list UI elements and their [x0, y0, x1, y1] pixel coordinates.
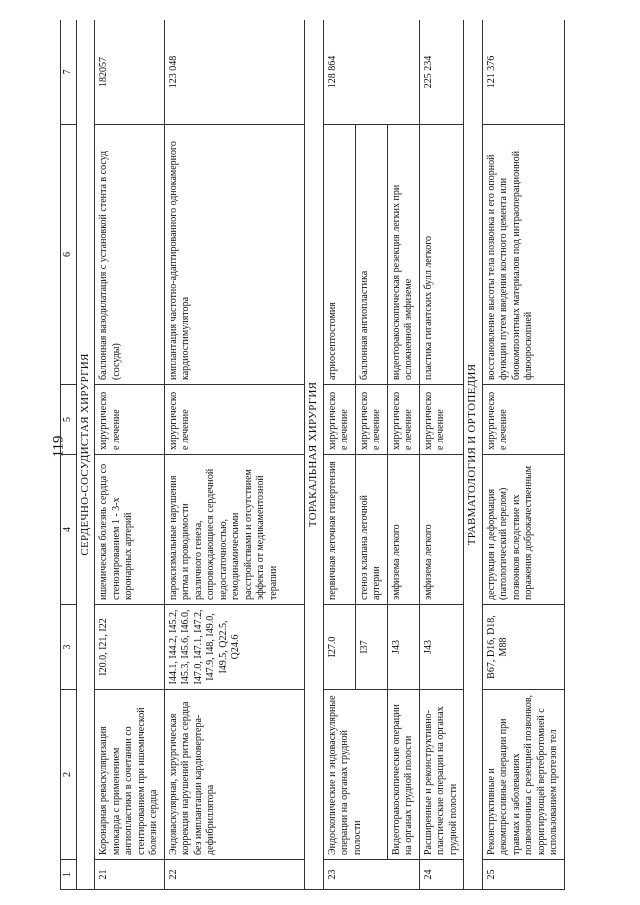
patient-model: ишемическая болезнь сердца со стенозированием 1 - 3-х коронарных артерий [95, 455, 165, 605]
section-title-cardio: СЕРДЕЧНО-СОСУДИСТАЯ ХИРУРГИЯ [76, 20, 95, 890]
treatment-type: хирургическое лечение [419, 385, 464, 455]
treatment-method: атриосептостомия [323, 125, 355, 385]
treatment-method: баллонная ангиопластика [355, 125, 387, 385]
table-row [95, 20, 165, 890]
table-viewport [60, 20, 605, 890]
treatment-method: баллонная вазодилатация с установкой стента в сосуд (сосуды) [95, 125, 165, 385]
treatment-type: хирургическое лечение [95, 385, 165, 455]
row-number: 22 [164, 860, 304, 890]
cost-amount: 182057 [95, 20, 165, 125]
treatment-type: хирургическое лечение [323, 385, 355, 455]
treatment-type: хирургическое лечение [482, 385, 564, 455]
procedures-table [60, 20, 565, 890]
icd-codes: I27.0 [323, 605, 355, 690]
icd-codes: J43 [387, 605, 419, 690]
icd-codes: I37 [355, 605, 387, 690]
procedure-name: Реконструктивные и декомпрессивные операции при травмах и заболеваниях позвоночника с резекцией позвонков, корригирующей вертебротомией с использованием протезов тел [482, 690, 564, 860]
procedure-name: Видеоторакоскопические операции на органах грудной полости [387, 690, 419, 860]
page-number: 119 [50, 435, 67, 458]
procedure-name: Коронарная реваскуляризация миокарда с применением ангиопластики в сочетании со стентированием при ишемической болезни сердца [95, 690, 165, 860]
cost-amount: 123 048 [164, 20, 304, 125]
patient-model: деструкция и деформация (патологический перелом) позвонков вследствие их поражения доброкачественным [482, 455, 564, 605]
table-row [419, 20, 464, 890]
table-row [323, 20, 355, 890]
patient-model: пароксизмальные нарушения ритма и проводимости различного генеза, сопровождающиеся сердечной недостаточностью, гемодинамическими расстройствами и отсутствием эффекта от медикаментозной терапии [164, 455, 304, 605]
treatment-method: имплантация частотно-адаптированного однокамерного кардиостимулятора [164, 125, 304, 385]
procedure-name: Эндоваскулярная, хирургическая коррекция нарушений ритма сердца без имплантации кардиовертера-дефибриллятора [164, 690, 304, 860]
cost-amount: 128 864 [323, 20, 419, 125]
icd-codes: B67, D16, D18, M88 [482, 605, 564, 690]
col-number: 6 [61, 125, 77, 385]
icd-codes: I20.0, I21, I22 [95, 605, 165, 690]
row-number: 21 [95, 860, 165, 890]
treatment-method: восстановление высоты тела позвонка и его опорной функции путем введения костного цемента или биокомпозитных материалов под интраоперационной флюороскопией [482, 125, 564, 385]
section-title-thoracic: ТОРАКАЛЬНАЯ ХИРУРГИЯ [304, 20, 323, 890]
col-number: 4 [61, 455, 77, 605]
column-number-row [61, 20, 77, 890]
section-row [464, 20, 483, 890]
col-number: 3 [61, 605, 77, 690]
table-row [482, 20, 564, 890]
patient-model: эмфизема легкого [419, 455, 464, 605]
patient-model: эмфизема легкого [387, 455, 419, 605]
col-number: 7 [61, 20, 77, 125]
rotated-table-container [60, 20, 605, 890]
col-number: 2 [61, 690, 77, 860]
icd-codes: I44.1, I44.2, I45.2, I45.3, I45.6, I46.0, I47.0, I47.1, I47.2, I47.9, I48, I49.0, I49.5, Q22.5, Q24.6 [164, 605, 304, 690]
cost-amount: 225 234 [419, 20, 464, 125]
section-row [76, 20, 95, 890]
procedure-name: Расширенные и реконструктивно-пластические операции на органах грудной полости [419, 690, 464, 860]
section-title-trauma: ТРАВМАТОЛОГИЯ И ОРТОПЕДИЯ [464, 20, 483, 890]
cost-amount: 121 376 [482, 20, 564, 125]
treatment-method: видеоторакоскопическая резекция легких при осложненной эмфиземе [387, 125, 419, 385]
col-number: 1 [61, 860, 77, 890]
row-number: 24 [419, 860, 464, 890]
col-number: 5 [61, 385, 77, 455]
treatment-type: хирургическое лечение [164, 385, 304, 455]
icd-codes: J43 [419, 605, 464, 690]
section-row [304, 20, 323, 890]
table-row [387, 20, 419, 890]
treatment-type: хирургическое лечение [387, 385, 419, 455]
row-number: 23 [323, 860, 419, 890]
treatment-method: пластика гигантских булл легкого [419, 125, 464, 385]
patient-model: стеноз клапана легочной артерии [355, 455, 387, 605]
patient-model: первичная легочная гипертензия [323, 455, 355, 605]
treatment-type: хирургическое лечение [355, 385, 387, 455]
row-number: 25 [482, 860, 564, 890]
procedure-name: Эндоскопические и эндоваскулярные операции на органах грудной полости [323, 690, 387, 860]
table-row [164, 20, 304, 890]
